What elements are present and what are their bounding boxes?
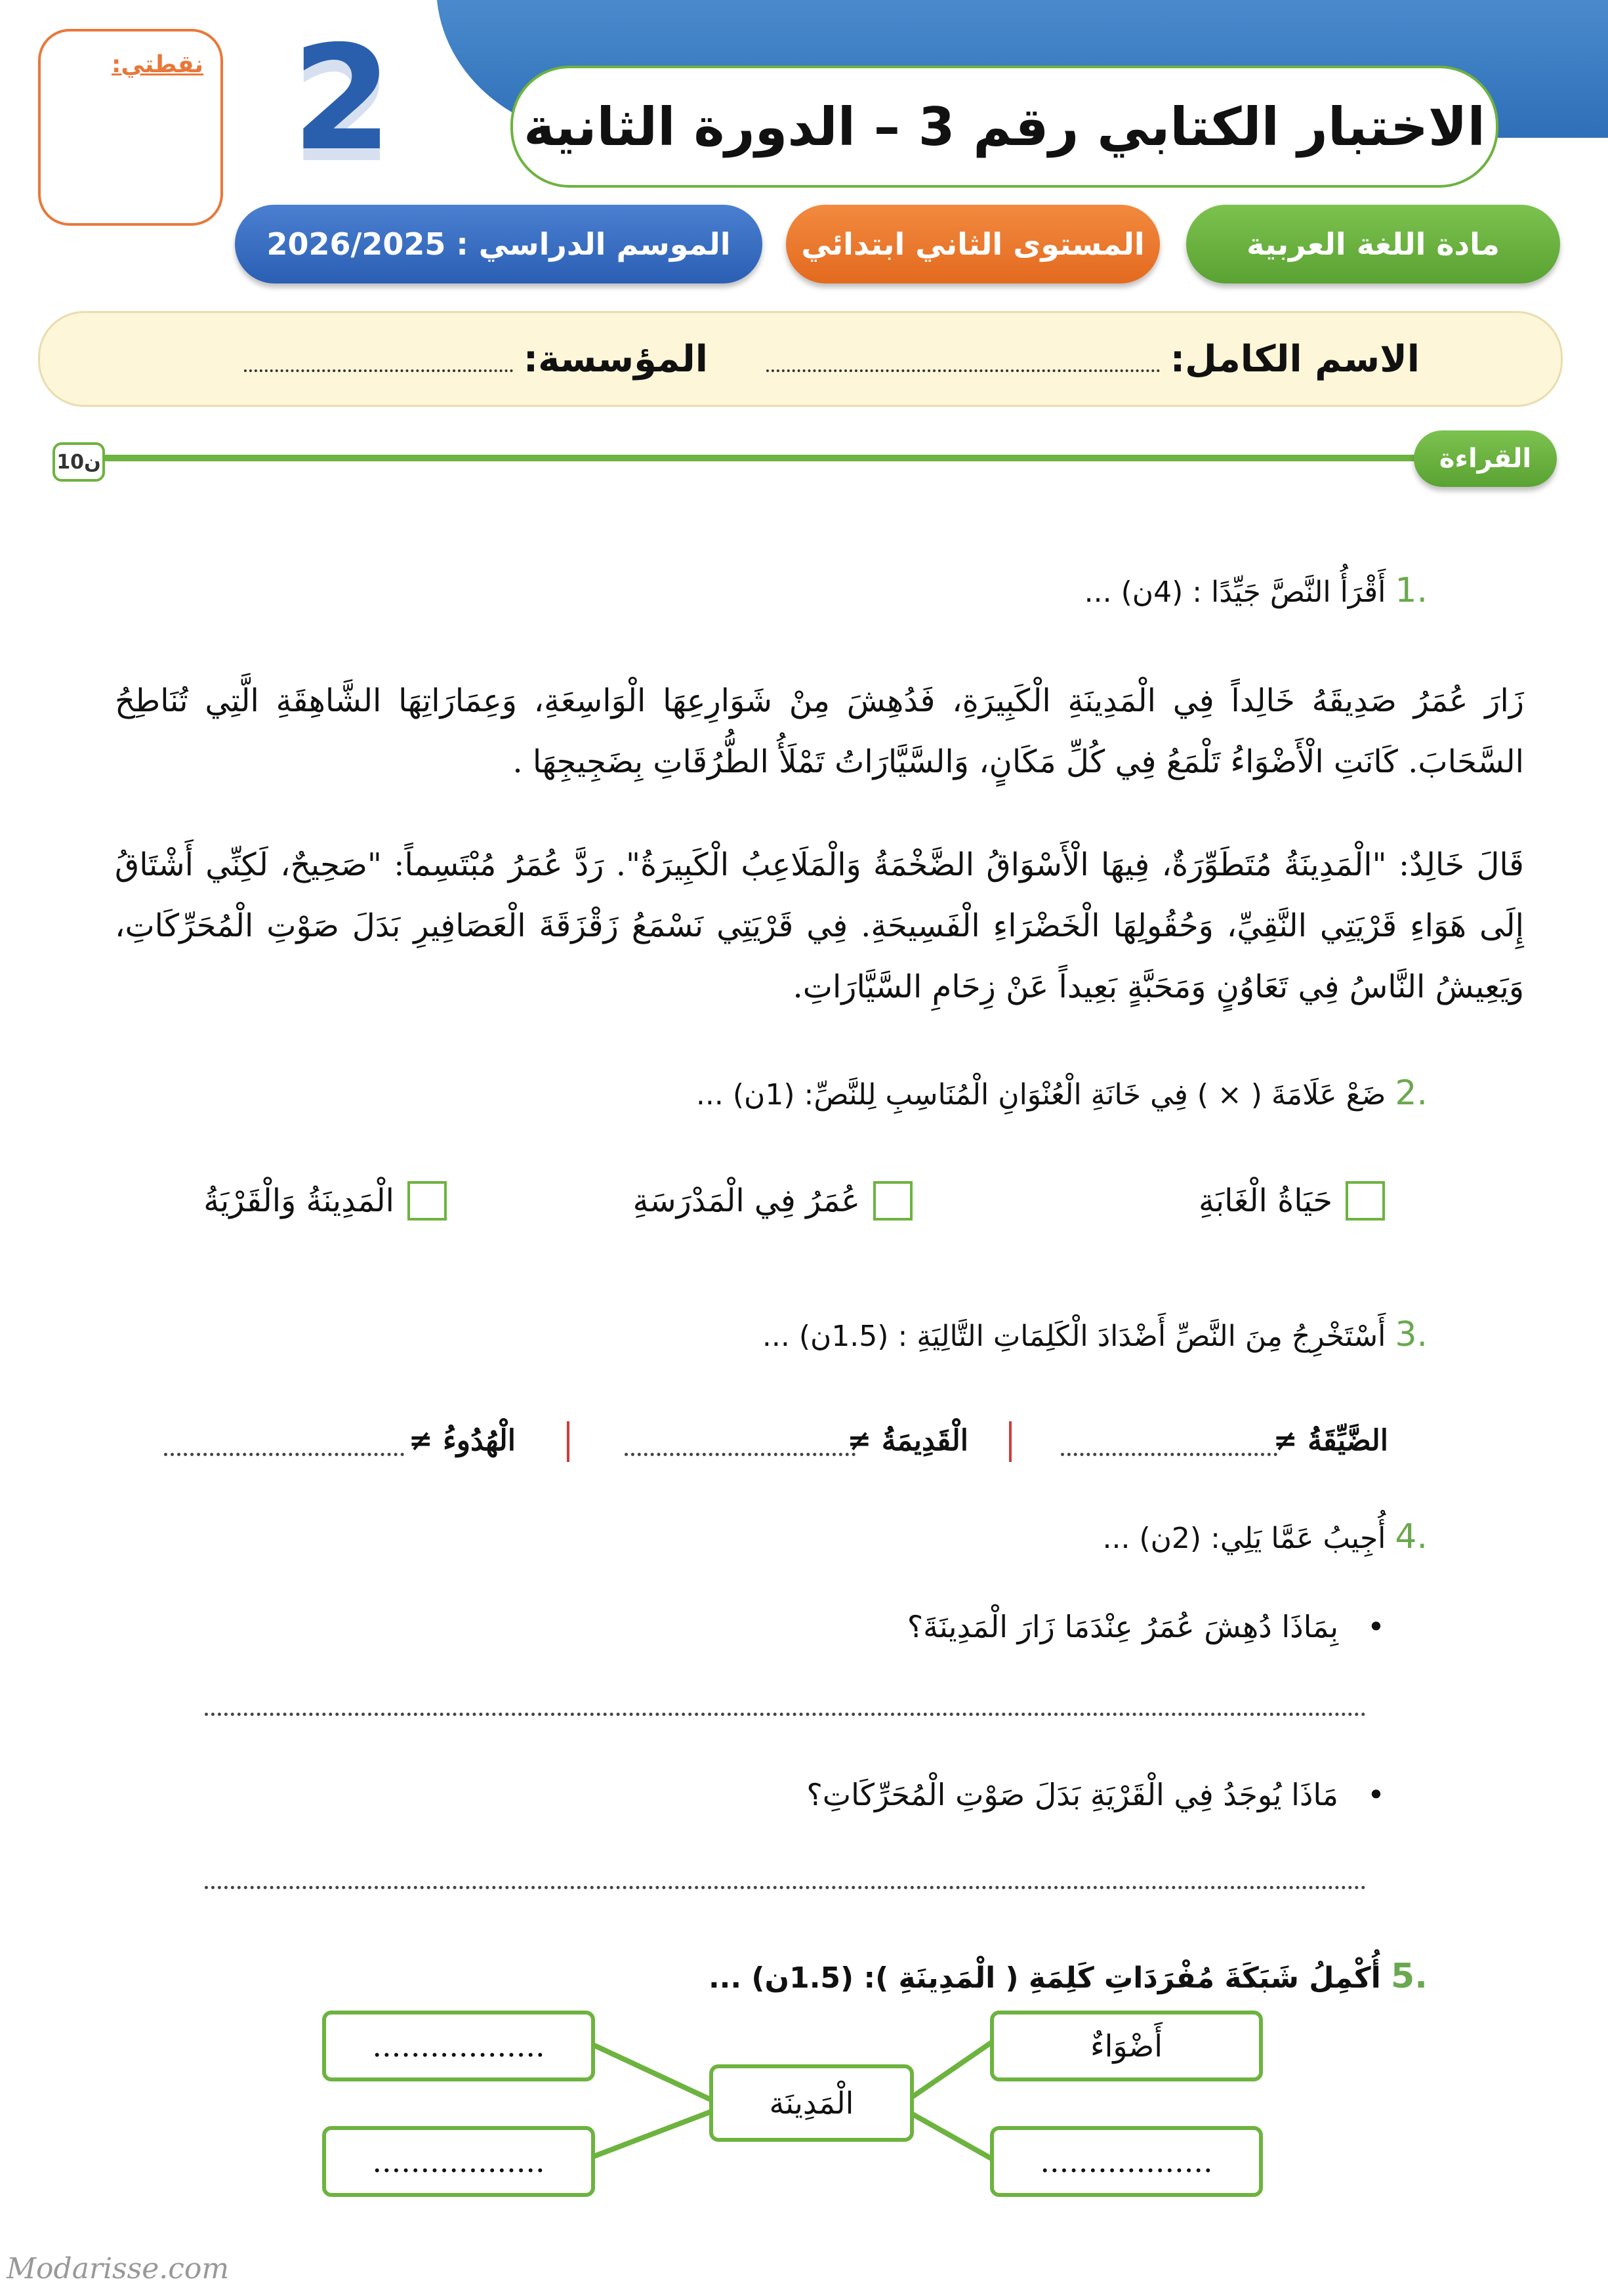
sub-question-2-text: مَاذَا يُوجَدُ فِي الْقَرْيَةِ بَدَلَ صَوْتِ الْمُحَرِّكَاتِ؟ [806,1777,1338,1812]
exam-title: الاختبار الكتابي رقم 3 – الدورة الثانية [510,66,1498,188]
exam-number: 2 [292,14,393,182]
option-school-label: عُمَرُ فِي الْمَدْرَسَةِ [632,1182,860,1219]
vocab-node-top-left[interactable]: .................. [322,2011,595,2081]
score-label: نقطتي: [111,51,203,78]
question-2-number: .2 [1395,1074,1428,1113]
question-4-number: .4 [1395,1517,1428,1556]
option-forest-label: حَيَاةُ الْغَابَةِ [1198,1182,1332,1219]
question-1-text: أَقْرَأُ النَّصَّ جَيِّدًا : (4ن) ... [1084,575,1386,609]
vocab-node-bottom-left[interactable]: .................. [322,2126,595,2197]
subject-badge: مادة اللغة العربية [1186,205,1560,283]
question-5-text: أُكْمِلُ شَبَكَةَ مُفْرَدَاتِ كَلِمَةِ ( الْمَدِينَةِ ): (1.5ن) ... [708,1961,1381,1995]
antonym-3-word: الْهُدُوءُ ≠ [408,1424,516,1457]
level-badge: المستوى الثاني ابتدائي [786,205,1160,283]
full-name-label: الاسم الكامل: [1170,337,1420,381]
vocab-center-node: الْمَدِينَة [709,2064,914,2142]
vocab-node-top-right[interactable]: أَضْوَاءٌ [990,2011,1263,2081]
passage-paragraph-2: قَالَ خَالِدٌ: "الْمَدِينَةُ مُتَطَوِّرَةٌ، فِيهَا الْأَسْوَاقُ الضَّخْمَةُ وَالْمَلَاعِبُ الْكَبِيرَةُ". رَدَّ عُمَرُ مُبْتَسِماً: "صَحِيحٌ، لَكِنِّي أَشْتَاقُ إِلَى هَوَاءِ قَرْيَتِي النَّقِيِّ، وَحُقُولِهَا الْخَضْرَاءِ الْفَسِيحَةِ. فِي قَرْيَتِي نَسْمَعُ زَقْزَقَةَ الْعَصَافِيرِ بَدَلَ صَوْتِ الْمُحَرِّكَاتِ، وَيَعِيشُ النَّاسُ فِي تَعَاوُنٍ وَمَحَبَّةٍ بَعِيداً عَنْ زِحَامِ السَّيَّارَاتِ. [115,846,1524,1005]
option-city-village-label: الْمَدِينَةُ وَالْقَرْيَةُ [203,1182,394,1219]
question-5-number: .5 [1391,1957,1428,1996]
question-2-text: ضَعْ عَلَامَةَ ( × ) فِي خَانَةِ الْعُنْوَانِ الْمُنَاسِبِ لِلنَّصِّ: (1ن) ... [695,1078,1386,1112]
question-4-text: أُجِيبُ عَمَّا يَلِي: (2ن) ... [1102,1522,1386,1555]
question-3-text: أَسْتَخْرِجُ مِنَ النَّصِّ أَضْدَادَ الْكَلِمَاتِ التَّالِيَةِ : (1.5ن) ... [762,1320,1386,1353]
sub-question-1-text: بِمَاذَا دُهِشَ عُمَرُ عِنْدَمَا زَارَ الْمَدِينَةَ؟ [907,1609,1338,1644]
school-label: المؤسسة: [523,337,708,381]
question-1-number: .1 [1395,571,1428,610]
bullet-icon: • [1338,1777,1385,1812]
section-title: القراءة [1414,430,1557,487]
passage-paragraph-1: زَارَ عُمَرُ صَدِيقَهُ خَالِداً فِي الْمَدِينَةِ الْكَبِيرَةِ، فَدُهِشَ مِنْ شَوَارِعِهَا الْوَاسِعَةِ، وَعِمَارَاتِهَا الشَّاهِقَةِ الَّتِي تُنَاطِحُ السَّحَابَ. كَانَتِ الْأَضْوَاءُ تَلْمَعُ فِي كُلِّ مَكَانٍ، وَالسَّيَّارَاتُ تَمْلَأُ الطُّرُقَاتِ بِضَجِيجِهَا . [115,682,1525,780]
watermark: Modarisse.com [7,2252,230,2286]
antonym-2-word: الْقَدِيمَةُ ≠ [847,1424,968,1457]
question-3-number: .3 [1395,1315,1428,1354]
antonym-1-word: الضَّيِّقَةُ ≠ [1273,1424,1388,1457]
vocab-node-bottom-right[interactable]: .................. [990,2126,1263,2197]
season-badge: الموسم الدراسي : 2026/2025 [235,205,762,283]
bullet-icon: • [1338,1609,1385,1644]
section-points: 10ن [52,442,105,482]
